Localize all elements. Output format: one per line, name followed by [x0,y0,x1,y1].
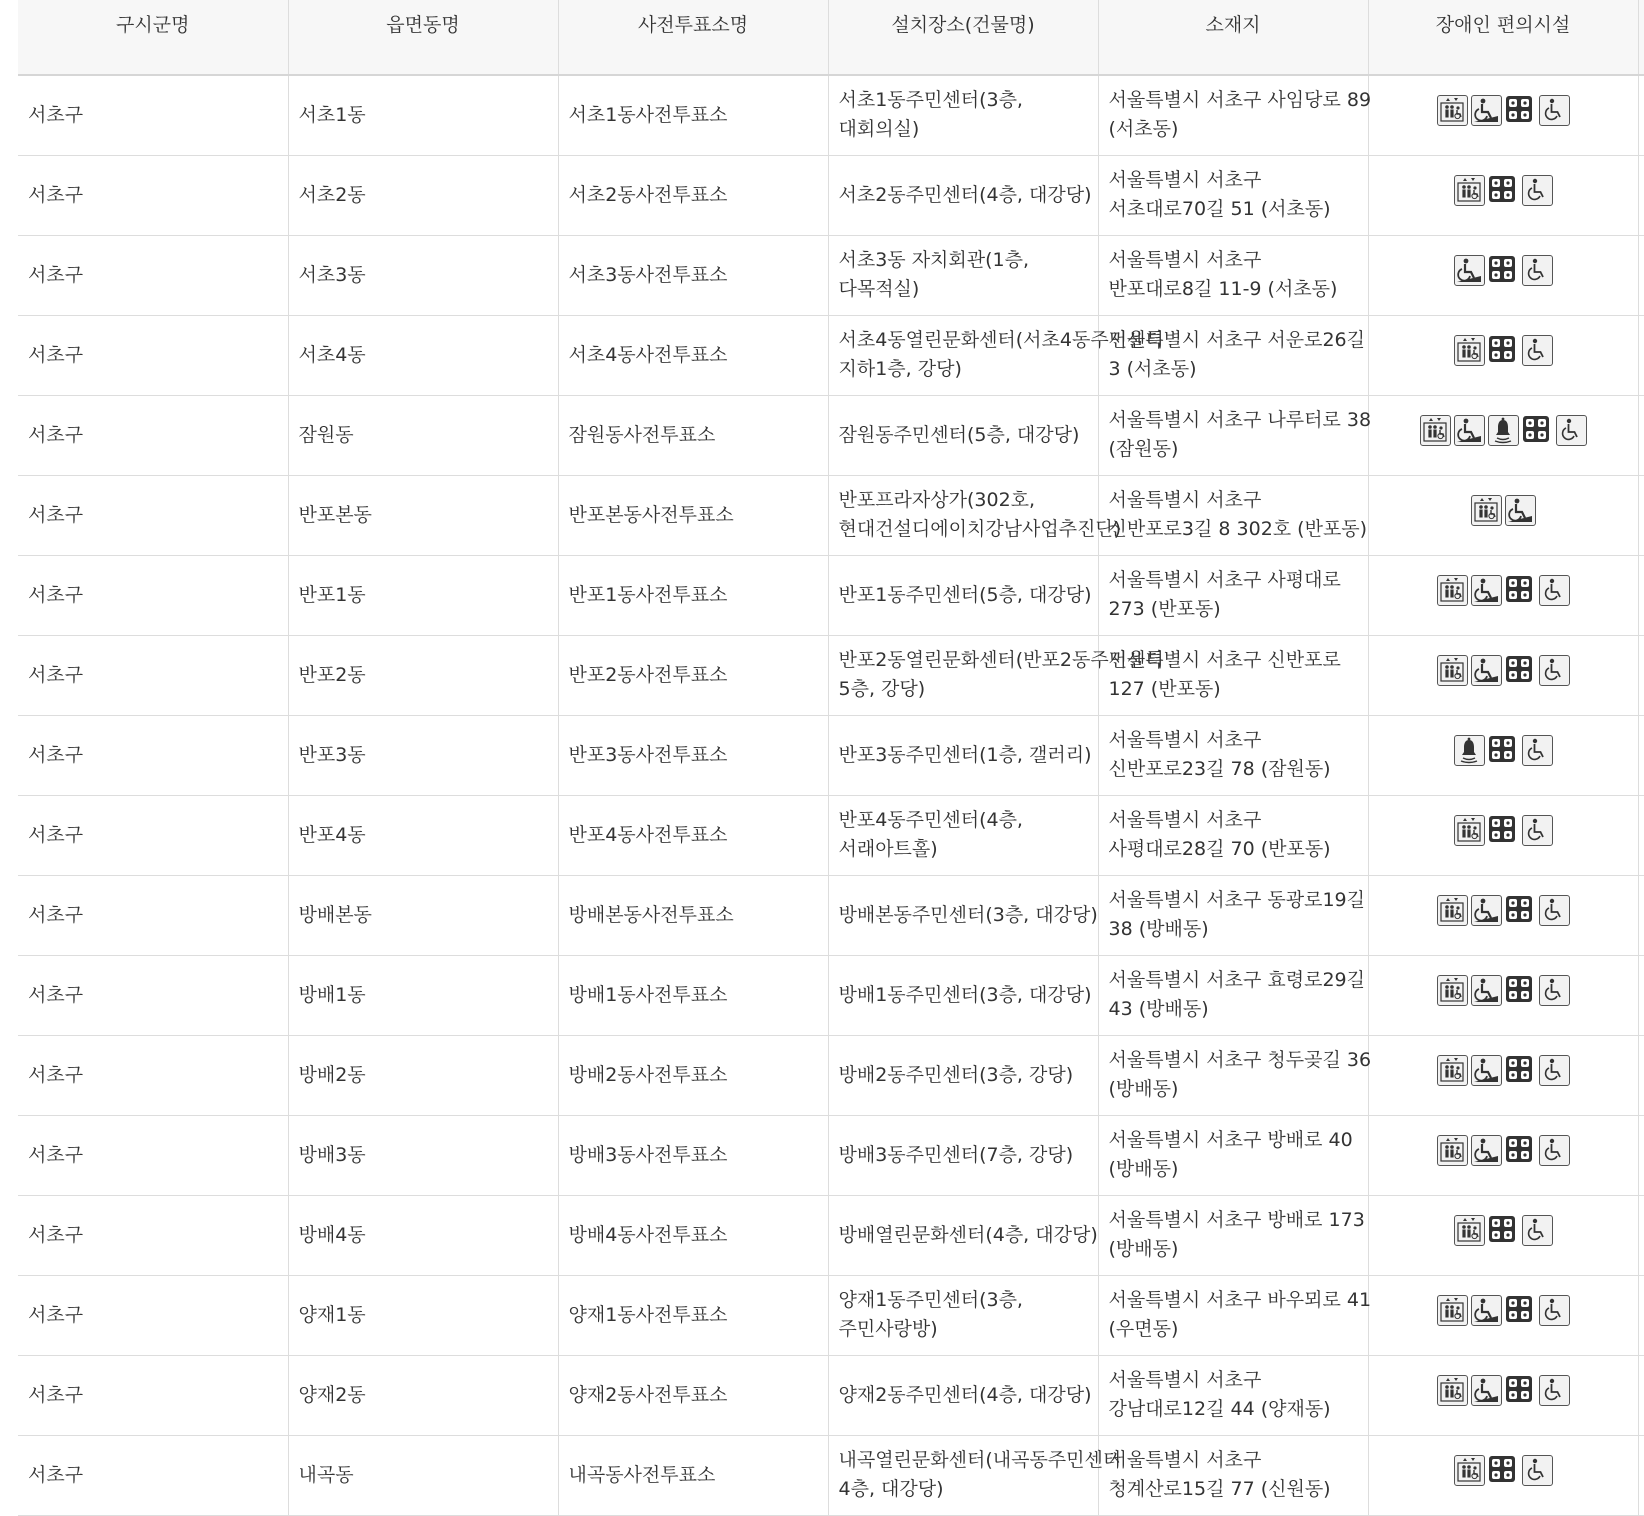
facility-icon-group [1471,495,1536,526]
cell-address-line: 서울특별시 서초구 [1108,1449,1262,1471]
facility-icon-group [1420,415,1587,446]
ramp-icon [1471,1055,1502,1086]
braille-block-icon [1505,1375,1536,1406]
table-row [18,235,1644,315]
wheelchair-icon [1522,815,1553,846]
cell-address-line: 서울특별시 서초구 [1108,1369,1262,1391]
table-row [18,1195,1644,1275]
braille-block-icon [1488,335,1519,366]
cell-station: 잠원동사전투표소 [558,395,828,475]
cell-dong: 방배본동 [288,875,558,955]
cell-dong: 반포1동 [288,555,558,635]
cell-address-line: 서울특별시 서초구 바우뫼로 41 [1108,1289,1372,1311]
cell-address [1098,475,1368,555]
bell-icon [1488,415,1519,446]
braille-block-icon [1488,1215,1519,1246]
braille-block-icon [1505,1055,1536,1086]
elevator-icon [1420,415,1451,446]
facility-icon-group [1437,95,1570,126]
braille-block-icon [1505,1135,1536,1166]
cell-station: 방배3동사전투표소 [558,1115,828,1195]
ramp-icon [1471,975,1502,1006]
facility-icon-group [1454,175,1553,206]
header-address: 소재지 [1098,0,1368,75]
cell-sigungu: 서초구 [18,1355,288,1435]
table-row [18,955,1644,1035]
cell-edge [1638,155,1644,235]
cell-address [1098,1435,1368,1515]
braille-block-icon [1505,575,1536,606]
cell-dong: 내곡동 [288,1435,558,1515]
cell-facility [1368,475,1638,555]
cell-place [828,1195,1098,1275]
cell-station: 서초1동사전투표소 [558,75,828,155]
cell-address-line: (방배동) [1108,1078,1179,1100]
facility-icon-group [1437,575,1570,606]
cell-address [1098,155,1368,235]
cell-station: 양재1동사전투표소 [558,1275,828,1355]
elevator-icon [1454,175,1485,206]
cell-facility [1368,1035,1638,1115]
cell-edge [1638,795,1644,875]
cell-station: 서초2동사전투표소 [558,155,828,235]
cell-edge [1638,475,1644,555]
cell-place [828,75,1098,155]
bell-icon [1454,735,1485,766]
elevator-icon [1437,895,1468,926]
cell-edge [1638,715,1644,795]
cell-edge [1638,1355,1644,1435]
cell-station: 방배4동사전투표소 [558,1195,828,1275]
cell-place-line: 반포4동주민센터(4층, [838,809,1023,831]
braille-block-icon [1505,975,1536,1006]
cell-place-line: 반포프라자상가(302호, [838,489,1036,511]
table-row [18,1275,1644,1355]
cell-place-line: 서초3동 자치회관(1층, [838,249,1030,271]
cell-station: 반포2동사전투표소 [558,635,828,715]
cell-address-line: 38 (방배동) [1108,918,1209,940]
cell-address [1098,75,1372,155]
cell-address [1098,795,1368,875]
ramp-icon [1471,895,1502,926]
cell-place-line: 서래아트홀) [838,838,938,860]
table-row [18,155,1644,235]
cell-station: 반포4동사전투표소 [558,795,828,875]
cell-place [828,875,1098,955]
elevator-icon [1437,1295,1468,1326]
cell-dong: 서초4동 [288,315,558,395]
ramp-icon [1471,655,1502,686]
elevator-icon [1437,95,1468,126]
facility-icon-group [1454,335,1553,366]
ramp-icon [1471,1135,1502,1166]
braille-block-icon [1505,95,1536,126]
cell-station: 반포1동사전투표소 [558,555,828,635]
braille-block-icon [1488,175,1519,206]
wheelchair-icon [1539,1055,1570,1086]
cell-address [1098,715,1368,795]
cell-address-line: 청계산로15길 77 (신원동) [1108,1478,1331,1500]
facility-icon-group [1437,655,1570,686]
elevator-icon [1437,575,1468,606]
ramp-icon [1505,495,1536,526]
cell-address-line: 3 (서초동) [1108,358,1197,380]
cell-address-line: 서울특별시 서초구 동광로19길 [1108,889,1366,911]
braille-block-icon [1488,255,1519,286]
cell-address-line: 신반포로23길 78 (잠원동) [1108,758,1331,780]
facility-icon-group [1454,1455,1553,1486]
cell-sigungu: 서초구 [18,635,288,715]
cell-sigungu: 서초구 [18,155,288,235]
cell-edge [1638,1035,1644,1115]
facility-icon-group [1437,1135,1570,1166]
cell-station: 서초3동사전투표소 [558,235,828,315]
table-body [18,75,1644,1515]
cell-station: 방배2동사전투표소 [558,1035,828,1115]
cell-place-line: 현대건설디에이치강남사업추진단) [838,518,1122,540]
elevator-icon [1437,1375,1468,1406]
cell-facility [1368,1355,1638,1435]
cell-sigungu: 서초구 [18,715,288,795]
cell-place-line: 4층, 대강당) [838,1478,944,1500]
cell-place [828,1275,1098,1355]
cell-place [828,1035,1098,1115]
cell-facility [1368,955,1638,1035]
cell-sigungu: 서초구 [18,1115,288,1195]
cell-place [828,1115,1098,1195]
cell-address-line: 서울특별시 서초구 효령로29길 [1108,969,1366,991]
cell-address-line: 273 (반포동) [1108,598,1221,620]
cell-address [1098,235,1368,315]
cell-address-line: 127 (반포동) [1108,678,1221,700]
cell-sigungu: 서초구 [18,1195,288,1275]
cell-address-line: (방배동) [1108,1158,1179,1180]
header-station: 사전투표소명 [558,0,828,75]
cell-place [828,955,1098,1035]
cell-edge [1638,1435,1644,1515]
cell-sigungu: 서초구 [18,1275,288,1355]
table-row [18,475,1644,555]
elevator-icon [1471,495,1502,526]
header-place: 설치장소(건물명) [828,0,1098,75]
cell-place-line: 반포3동주민센터(1층, 갤러리) [838,743,1092,766]
cell-dong: 잠원동 [288,395,558,475]
cell-edge [1638,875,1644,955]
table-row [18,75,1644,155]
early-voting-station-table [18,0,1644,1516]
cell-facility [1368,555,1638,635]
wheelchair-icon [1539,895,1570,926]
cell-place [828,635,1164,715]
table-row [18,635,1644,715]
cell-place [828,235,1098,315]
cell-address-line: 서울특별시 서초구 신반포로 [1108,649,1341,671]
facility-icon-group [1454,1215,1553,1246]
elevator-icon [1437,655,1468,686]
cell-edge [1638,1115,1644,1195]
cell-dong: 양재2동 [288,1355,558,1435]
header-edge [1638,0,1644,75]
table-row [18,395,1644,475]
cell-address [1098,555,1368,635]
table-row [18,315,1644,395]
header-sigungu: 구시군명 [18,0,288,75]
cell-place-line: 대회의실) [838,118,920,141]
cell-sigungu: 서초구 [18,75,288,155]
cell-address-line: 서울특별시 서초구 [1108,809,1262,831]
cell-facility [1368,795,1638,875]
cell-place-line: 서초4동열린문화센터(서초4동주민센터 [838,329,1164,351]
cell-address-line: 서울특별시 서초구 방배로 173 [1108,1209,1365,1231]
cell-place [828,395,1098,475]
cell-place-line: 지하1층, 강당) [838,358,962,380]
table-row [18,715,1644,795]
cell-dong: 반포본동 [288,475,558,555]
cell-sigungu: 서초구 [18,315,288,395]
cell-address [1098,315,1368,395]
wheelchair-icon [1539,975,1570,1006]
cell-facility [1368,1435,1638,1515]
cell-address-line: 서울특별시 서초구 방배로 40 [1108,1129,1353,1151]
cell-edge [1638,315,1644,395]
cell-address [1098,1115,1368,1195]
ramp-icon [1471,1295,1502,1326]
table-header-row [18,0,1644,75]
table-row [18,875,1644,955]
wheelchair-icon [1539,1375,1570,1406]
elevator-icon [1437,1055,1468,1086]
cell-facility [1368,155,1638,235]
braille-block-icon [1505,1295,1536,1326]
cell-place [828,795,1098,875]
cell-place-line: 반포1동주민센터(5층, 대강당) [838,583,1092,606]
cell-address [1098,1355,1368,1435]
cell-place-line: 방배열린문화센터(4층, 대강당) [838,1223,1098,1246]
cell-dong: 서초2동 [288,155,558,235]
cell-dong: 반포4동 [288,795,558,875]
wheelchair-icon [1539,1135,1570,1166]
facility-icon-group [1437,895,1570,926]
braille-block-icon [1488,1455,1519,1486]
table-row [18,1035,1644,1115]
wheelchair-icon [1539,575,1570,606]
cell-sigungu: 서초구 [18,475,288,555]
cell-facility [1368,635,1638,715]
cell-address-line: 서초대로70길 51 (서초동) [1108,198,1331,220]
cell-dong: 방배1동 [288,955,558,1035]
elevator-icon [1454,815,1485,846]
cell-place-line: 5층, 강당) [838,678,926,700]
cell-address-line: 반포대로8길 11-9 (서초동) [1108,278,1338,300]
cell-place [828,155,1098,235]
cell-address-line: (잠원동) [1108,438,1179,460]
cell-edge [1638,555,1644,635]
cell-station: 반포본동사전투표소 [558,475,828,555]
cell-sigungu: 서초구 [18,395,288,475]
wheelchair-icon [1522,1455,1553,1486]
facility-icon-group [1437,1375,1570,1406]
table-row [18,1435,1644,1515]
table-row [18,1115,1644,1195]
cell-sigungu: 서초구 [18,555,288,635]
cell-place-line: 다목적실) [838,278,920,300]
facility-icon-group [1437,975,1570,1006]
elevator-icon [1454,1215,1485,1246]
cell-station: 서초4동사전투표소 [558,315,828,395]
braille-block-icon [1505,655,1536,686]
wheelchair-icon [1539,1295,1570,1326]
braille-block-icon [1522,415,1553,446]
cell-address [1098,1195,1368,1275]
elevator-icon [1454,1455,1485,1486]
header-dong: 읍면동명 [288,0,558,75]
elevator-icon [1437,975,1468,1006]
cell-facility [1368,235,1638,315]
cell-address-line: 사평대로28길 70 (반포동) [1108,838,1331,860]
cell-station: 내곡동사전투표소 [558,1435,828,1515]
cell-address [1098,955,1368,1035]
braille-block-icon [1488,815,1519,846]
ramp-icon [1471,95,1502,126]
cell-place-line: 방배본동주민센터(3층, 대강당) [838,903,1098,926]
cell-dong: 양재1동 [288,1275,558,1355]
wheelchair-icon [1556,415,1587,446]
cell-dong: 방배4동 [288,1195,558,1275]
cell-station: 양재2동사전투표소 [558,1355,828,1435]
cell-address [1098,1275,1372,1355]
wheelchair-icon [1522,175,1553,206]
braille-block-icon [1505,895,1536,926]
cell-address-line: 서울특별시 서초구 [1108,489,1262,511]
facility-icon-group [1454,255,1553,286]
cell-dong: 서초3동 [288,235,558,315]
cell-sigungu: 서초구 [18,1435,288,1515]
cell-dong: 반포3동 [288,715,558,795]
cell-place-line: 양재2동주민센터(4층, 대강당) [838,1383,1092,1406]
facility-icon-group [1437,1055,1570,1086]
cell-dong: 방배2동 [288,1035,558,1115]
elevator-icon [1437,1135,1468,1166]
wheelchair-icon [1539,95,1570,126]
ramp-icon [1454,415,1485,446]
cell-station: 방배본동사전투표소 [558,875,828,955]
cell-place-line: 서초1동주민센터(3층, [838,89,1023,112]
cell-address-line: (방배동) [1108,1238,1179,1260]
cell-address-line: (우면동) [1108,1318,1179,1340]
cell-place [828,475,1122,555]
cell-address [1098,635,1368,715]
cell-address-line: (서초동) [1108,118,1179,141]
cell-address-line: 서울특별시 서초구 [1108,169,1262,191]
cell-edge [1638,1195,1644,1275]
facility-icon-group [1437,1295,1570,1326]
header-facility: 장애인 편의시설 [1368,0,1638,75]
cell-address-line: 서울특별시 서초구 서운로26길 [1108,329,1366,351]
table-row [18,1355,1644,1435]
cell-sigungu: 서초구 [18,235,288,315]
cell-place [828,1355,1098,1435]
cell-sigungu: 서초구 [18,955,288,1035]
cell-facility [1368,315,1638,395]
cell-address-line: 서울특별시 서초구 사임당로 89 [1108,89,1372,112]
cell-address [1098,875,1368,955]
cell-address-line: 강남대로12길 44 (양재동) [1108,1398,1331,1420]
cell-facility [1368,715,1638,795]
cell-place-line: 주민사랑방) [838,1318,938,1340]
table-row [18,795,1644,875]
cell-edge [1638,1275,1644,1355]
facility-icon-group [1454,815,1553,846]
cell-sigungu: 서초구 [18,1035,288,1115]
cell-place [828,1435,1122,1515]
ramp-icon [1454,255,1485,286]
cell-facility [1368,1275,1638,1355]
cell-sigungu: 서초구 [18,795,288,875]
wheelchair-icon [1539,655,1570,686]
cell-address-line: 서울특별시 서초구 [1108,729,1262,751]
cell-place-line: 방배1동주민센터(3층, 대강당) [838,983,1092,1006]
wheelchair-icon [1522,1215,1553,1246]
cell-facility [1368,1195,1638,1275]
cell-edge [1638,635,1644,715]
cell-address-line: 서울특별시 서초구 청두곶길 36 [1108,1049,1372,1071]
cell-dong: 반포2동 [288,635,558,715]
cell-address [1098,1035,1372,1115]
cell-place-line: 잠원동주민센터(5층, 대강당) [838,423,1080,446]
wheelchair-icon [1522,735,1553,766]
cell-dong: 방배3동 [288,1115,558,1195]
cell-place [828,555,1098,635]
cell-facility [1368,875,1638,955]
cell-edge [1638,955,1644,1035]
cell-address-line: 서울특별시 서초구 나루터로 38 [1108,409,1372,431]
cell-edge [1638,235,1644,315]
cell-place-line: 양재1동주민센터(3층, [838,1289,1023,1311]
cell-place-line: 서초2동주민센터(4층, 대강당) [838,183,1092,206]
wheelchair-icon [1522,255,1553,286]
cell-place [828,715,1098,795]
cell-facility [1368,1115,1638,1195]
cell-address [1098,395,1372,475]
cell-facility [1368,395,1638,475]
ramp-icon [1471,575,1502,606]
cell-facility [1368,75,1638,155]
cell-place-line: 내곡열린문화센터(내곡동주민센터 [838,1449,1122,1471]
wheelchair-icon [1522,335,1553,366]
cell-station: 방배1동사전투표소 [558,955,828,1035]
elevator-icon [1454,335,1485,366]
cell-dong: 서초1동 [288,75,558,155]
cell-edge [1638,395,1644,475]
polling-station-table-wrapper [18,0,1644,1516]
cell-place-line: 반포2동열린문화센터(반포2동주민센터 [838,649,1164,671]
cell-place-line: 방배2동주민센터(3층, 강당) [838,1063,1074,1086]
cell-sigungu: 서초구 [18,875,288,955]
cell-place-line: 방배3동주민센터(7층, 강당) [838,1143,1074,1166]
ramp-icon [1471,1375,1502,1406]
cell-edge [1638,75,1644,155]
table-row [18,555,1644,635]
cell-address-line: 서울특별시 서초구 [1108,249,1262,271]
cell-address-line: 43 (방배동) [1108,998,1209,1020]
cell-address-line: 신반포로3길 8 302호 (반포동) [1108,518,1368,540]
cell-address-line: 서울특별시 서초구 사평대로 [1108,569,1341,591]
cell-station: 반포3동사전투표소 [558,715,828,795]
facility-icon-group [1454,735,1553,766]
braille-block-icon [1488,735,1519,766]
